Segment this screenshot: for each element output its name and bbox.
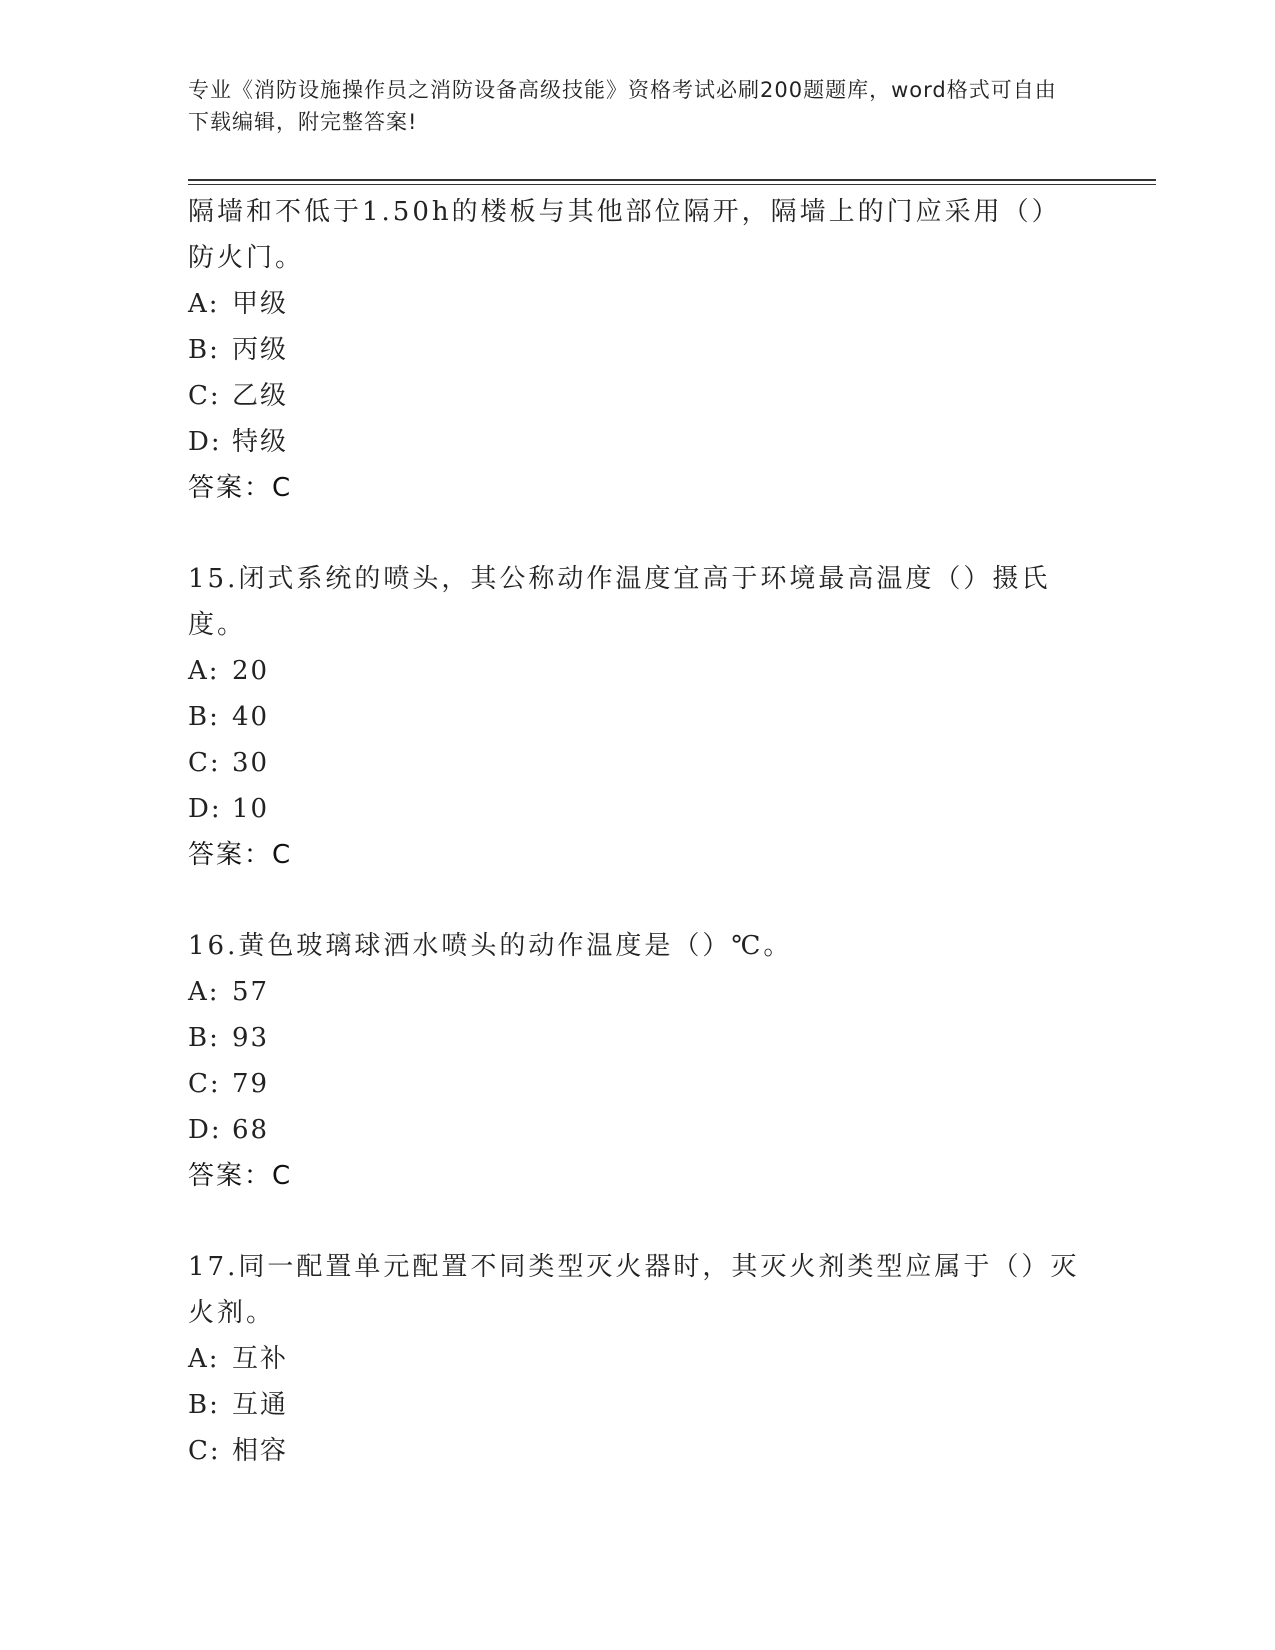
option-text: 特级 [232, 427, 289, 457]
option-text: 93 [232, 1023, 270, 1053]
option-b [188, 694, 1088, 740]
option-text: 乙级 [232, 381, 289, 411]
option-text: 互通 [232, 1390, 289, 1420]
option-a [188, 648, 1088, 694]
answer-line: 答案：C [188, 1161, 293, 1191]
option-letter: A: [188, 289, 220, 319]
option-text: 30 [232, 748, 270, 778]
option-letter: D: [188, 794, 222, 824]
answer-line: 答案：C [188, 473, 293, 503]
option-letter: C: [188, 1436, 221, 1466]
option-b [188, 1015, 1088, 1061]
header-rule-thin [188, 184, 1156, 185]
option-b [188, 327, 1088, 373]
option-text: 互补 [232, 1344, 289, 1374]
page-header: 专业《消防设施操作员之消防设备高级技能》资格考试必刷200题题库，word格式可自由下载编辑，附完整答案! [188, 78, 1057, 134]
option-letter: C: [188, 748, 221, 778]
option-letter: D: [188, 427, 222, 457]
option-b [188, 1382, 1088, 1428]
option-d [188, 1107, 1088, 1153]
option-letter: B: [188, 1023, 220, 1053]
option-text: 68 [232, 1115, 270, 1145]
option-a [188, 1336, 1088, 1382]
option-letter: D: [188, 1115, 222, 1145]
option-text: 丙级 [232, 335, 289, 365]
question-stem: 16.黄色玻璃球洒水喷头的动作温度是（）℃。 [188, 931, 793, 961]
option-text: 相容 [232, 1436, 289, 1466]
question-gap [188, 878, 1088, 923]
option-d [188, 419, 1088, 465]
option-text: 40 [232, 702, 270, 732]
question-17 [188, 1244, 1088, 1474]
option-letter: C: [188, 381, 221, 411]
question-list [188, 189, 1088, 1474]
question-stem: 17.同一配置单元配置不同类型灭火器时，其灭火剂类型应属于（）灭火剂。 [188, 1252, 1080, 1328]
option-letter: B: [188, 335, 220, 365]
option-c [188, 1061, 1088, 1107]
option-letter: B: [188, 1390, 220, 1420]
answer-line: 答案：C [188, 840, 293, 870]
option-letter: C: [188, 1069, 221, 1099]
question-16 [188, 923, 1088, 1199]
option-text: 79 [232, 1069, 270, 1099]
option-d [188, 786, 1088, 832]
option-a [188, 281, 1088, 327]
option-letter: A: [188, 656, 220, 686]
option-text: 20 [232, 656, 270, 686]
question-gap [188, 511, 1088, 556]
question-14 [188, 189, 1088, 511]
option-a [188, 969, 1088, 1015]
option-c [188, 740, 1088, 786]
question-stem: 隔墙和不低于1.50h的楼板与其他部位隔开，隔墙上的门应采用（）防火门。 [188, 197, 1061, 273]
option-text: 57 [232, 977, 270, 1007]
option-letter: A: [188, 977, 220, 1007]
question-stem: 15.闭式系统的喷头，其公称动作温度宜高于环境最高温度（）摄氏度。 [188, 564, 1051, 640]
option-letter: B: [188, 702, 220, 732]
header-rule-thick [188, 179, 1156, 181]
option-c [188, 1428, 1088, 1474]
option-c [188, 373, 1088, 419]
option-text: 10 [232, 794, 270, 824]
option-text: 甲级 [232, 289, 289, 319]
question-15 [188, 556, 1088, 878]
question-gap [188, 1199, 1088, 1244]
option-letter: A: [188, 1344, 220, 1374]
